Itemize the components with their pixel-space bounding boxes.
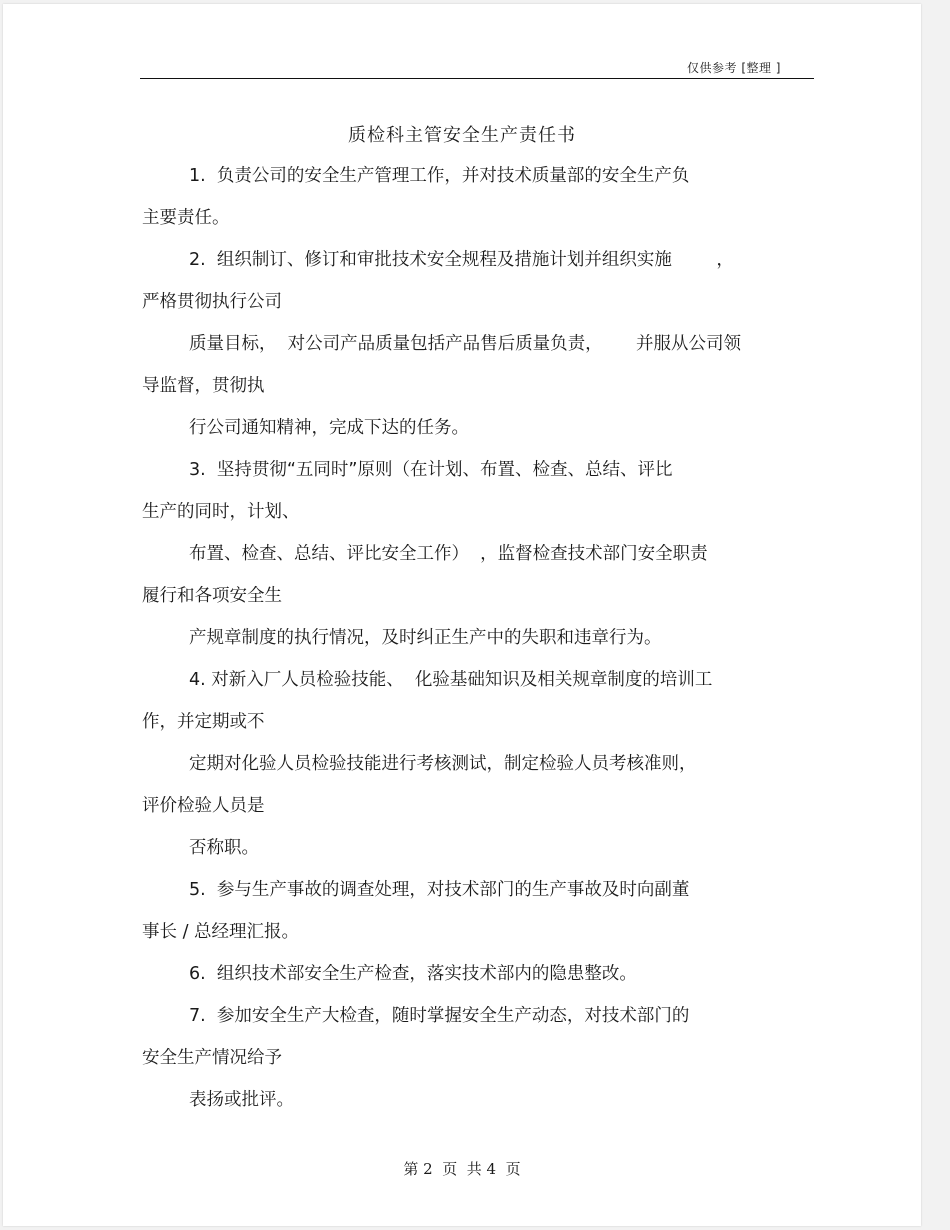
text-line: 3. 坚持贯彻“五同时”原则（在计划、布置、检查、总结、评比 [189,460,673,480]
text-line: 导监督，贯彻执 [142,376,265,396]
text-line: 否称职。 [189,838,259,858]
header-label: 仅供参考 [整理 ] [687,61,781,75]
text-line: 安全生产情况给予 [142,1048,282,1068]
text-line: 产规章制度的执行情况，及时纠正生产中的失职和违章行为。 [189,628,662,648]
text-line: 表扬或批评。 [189,1090,294,1110]
text-line: 严格贯彻执行公司 [142,292,282,312]
text-line: 作，并定期或不 [142,712,265,732]
text-line: 2. 组织制订、修订和审批技术安全规程及措施计划并组织实施 ， [189,250,734,270]
document-title: 质检科主管安全生产责任书 [348,125,576,146]
text-line: 1. 负责公司的安全生产管理工作，并对技术质量部的安全生产负 [189,166,690,186]
document-page [3,4,921,1226]
text-line: 评价检验人员是 [142,796,265,816]
text-line: 布置、检查、总结、评比安全工作） ，监督检查技术部门安全职责 [189,544,708,564]
text-line: 定期对化验人员检验技能进行考核测试，制定检验人员考核准则， [189,754,697,774]
text-line: 7. 参加安全生产大检查，随时掌握安全生产动态，对技术部门的 [189,1006,690,1026]
page-number-footer: 第 2 页 共 4 页 [403,1160,521,1178]
text-line: 生产的同时，计划、 [142,502,300,522]
text-line: 履行和各项安全生 [142,586,282,606]
text-line: 4. 对新入厂人员检验技能、 化验基础知识及相关规章制度的培训工 [189,670,713,690]
document-body [142,160,822,1126]
text-line: 事长 / 总经理汇报。 [142,922,300,942]
text-line: 6. 组织技术部安全生产检查，落实技术部内的隐患整改。 [189,964,637,984]
text-line: 5. 参与生产事故的调查处理，对技术部门的生产事故及时向副董 [189,880,690,900]
text-line: 主要责任。 [142,208,230,228]
header-divider [140,78,814,79]
text-line: 质量目标， 对公司产品质量包括产品售后质量负责， 并服从公司领 [189,334,741,354]
text-line: 行公司通知精神，完成下达的任务。 [189,418,469,438]
